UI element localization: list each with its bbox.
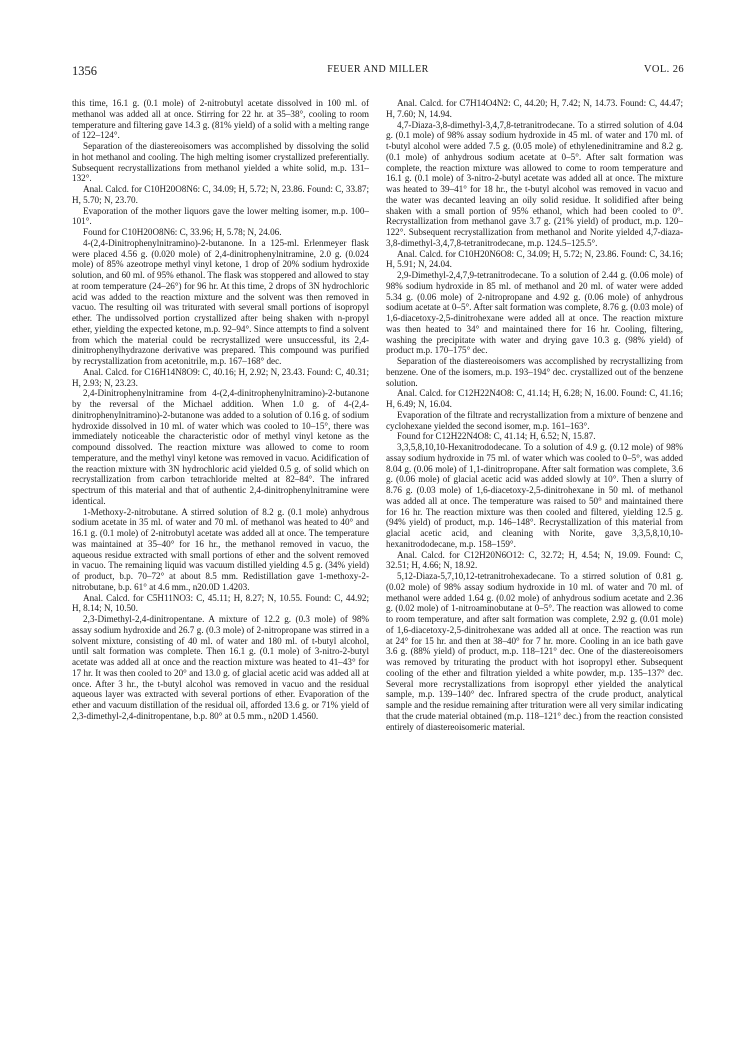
paragraph: Evaporation of the mother liquors gave the lower melting isomer, m.p. 100–101°. — [72, 205, 369, 227]
left-column — [72, 98, 369, 722]
paragraph: 4,7-Diaza-3,8-dimethyl-3,4,7,8-tetranitrodecane. To a stirred solution of 4.04 g. (0.1 mole) of 98% assay sodium hydroxide in 45 ml. of water and 170 ml. of t-butyl alcohol were added 7.5 g. (0.05 mole) of ethylenedinitramine and 8.2 g. (0.1 mole) of anhydrous sodium acetate at 0–5°. After salt formation was complete, the reaction mixture was allowed to come to room temperature and 16.1 g. (0.1 mole) of 3-nitro-2-butyl acetate was added all at once. The mixture was heated to 39–41° for 18 hr., the t-butyl alcohol was removed in vacuo and the water was decanted leaving an oily solid residue. It solidified after being shaken with a small portion of 95% ethanol, which had been cooled to 0°. Recrystallization from methanol gave 3.7 g. (21% yield) of product, m.p. 120–122°. Subsequent recrystallization from methanol and Norite yielded 4,7-diaza-3,8-dimethyl-3,4,7,8-tetranitrodecane, m.p. 124.5–125.5°. — [386, 119, 683, 248]
page-header — [72, 64, 684, 80]
paragraph: 2,3-Dimethyl-2,4-dinitropentane. A mixture of 12.2 g. (0.3 mole) of 98% assay sodium hydroxide and 26.7 g. (0.3 mole) of 2-nitropropane was stirred in a solvent mixture, consisting of 40 ml. of water and 180 ml. of t-butyl alcohol, until salt formation was complete. Then 16.1 g. (0.1 mole) of 3-nitro-2-butyl acetate was added all at once and the reaction mixture was heated to 41–43° for 17 hr. It was then cooled to 20° and 13.0 g. of glacial acetic acid was added all at once. After 3 hr., the t-butyl alcohol was removed in vacuo and the residual aqueous layer was extracted with several portions of ether. Evaporation of the ether and vacuum distillation of the residual oil, afforded 13.6 g. or 71% yield of 2,3-dimethyl-2,4-dinitropentane, b.p. 80° at 0.5 mm., n20D 1.4560. — [72, 614, 369, 721]
paragraph: Evaporation of the filtrate and recrystallization from a mixture of benzene and cyclohexane yielded the second isomer, m.p. 161–163°. — [386, 409, 683, 431]
paragraph: this time, 16.1 g. (0.1 mole) of 2-nitrobutyl acetate dissolved in 100 ml. of methanol was added all at once. Stirring for 22 hr. at 35–38°, cooling to room temperature and filtering gave 14.3 g. (81% yield) of a solid with a melting range of 122–124°. — [72, 98, 369, 141]
paragraph: 3,3,5,8,10,10-Hexanitrododecane. To a solution of 4.9 g. (0.12 mole) of 98% assay sodium hydroxide in 75 ml. of water which was cooled to 0–5°, was added 8.04 g. (0.06 mole) of 1,1-dinitropropane. After salt formation was complete, 3.6 g. (0.06 mole) of glacial acetic acid was added slowly at 10°. Then a slurry of 8.76 g. (0.03 mole) of 1,6-diacetoxy-2,5-dinitrohexane in 50 ml. of methanol was added all at once. The temperature was raised to 50° and maintained there for 16 hr. The reaction mixture was then cooled and filtered, yielding 12.5 g. (94% yield) of product, m.p. 146–148°. Recrystallization of this material from glacial acetic acid, and cleaning with Norite, gave 3,3,5,8,10,10-hexanitrododecane, m.p. 158–159°. — [386, 442, 683, 549]
running-head: FEUER AND MILLER — [327, 64, 429, 75]
paragraph: Anal. Calcd. for C10H20O8N6: C, 34.09; H, 5.72; N, 23.86. Found: C, 33.87; H, 5.70; N, 23.70. — [72, 184, 369, 205]
right-column — [386, 98, 683, 732]
paragraph: 5,12-Diaza-5,7,10,12-tetranitrohexadecane. To a stirred solution of 0.81 g. (0.02 mole) of 98% assay sodium hydroxide in 10 ml. of water and 70 ml. of methanol were added 1.64 g. (0.02 mole) of anhydrous sodium acetate and 2.36 g. (0.02 mole) of 1-nitroaminobutane at 0–5°. The reaction was allowed to come to room temperature, and after salt formation was complete, 2.92 g. (0.01 mole) of 1,6-diacetoxy-2,5-dinitrohexane was added all at once. The reaction was run at 24° for 15 hr. and then at 38–40° for 7 hr. more. Cooling in an ice bath gave 3.6 g. (88% yield) of product, m.p. 118–121° dec. One of the diastereoisomers was removed by triturating the product with hot isopropyl ether. Subsequent cooling of the ether and filtration yielded a white powder, m.p. 135–137° dec. Several more recrystallizations from isopropyl ether yielded the analytical sample, m.p. 139–140° dec. Infrared spectra of the crude product, analytical sample and the residue remaining after trituration were all very similar indicating that the crude material obtained (m.p. 118–121° dec.) from the reaction consisted entirely of diastereoisomeric material. — [386, 571, 683, 732]
paragraph: 1-Methoxy-2-nitrobutane. A stirred solution of 8.2 g. (0.1 mole) anhydrous sodium acetate in 35 ml. of water and 70 ml. of methanol was heated to 40° and 16.1 g. (0.1 mole) of 2-nitrobutyl acetate was added all at once. The temperature was maintained at 35–40° for 16 hr., the methanol removed in vacuo, the aqueous residue extracted with small portions of ether and the solvent removed in vacuo. The remaining liquid was vacuum distilled yielding 4.5 g. (34% yield) of product, b.p. 70–72° at about 8.5 mm. Redistillation gave 1-methoxy-2-nitrobutane, b.p. 61° at 4.6 mm., n20.0D 1.4203. — [72, 506, 369, 592]
paragraph: Anal. Calcd. for C16H14N8O9: C, 40.16; H, 2.92; N, 23.43. Found: C, 40.31; H, 2.93; N, 23.23. — [72, 366, 369, 388]
paragraph: 4-(2,4-Dinitrophenylnitramino)-2-butanone. In a 125-ml. Erlenmeyer flask were placed 4.56 g. (0.020 mole) of 2,4-dinitrophenylnitramine, 2.0 g. (0.024 mole) of 85% azeotrope methyl vinyl ketone, 1 drop of 20% sodium hydroxide solution, and 60 ml. of 95% ethanol. The flask was stoppered and allowed to stay at room temperature (24–26°) for 96 hr. At this time, 2 drops of 3N hydrochloric acid was added to the reaction mixture and the solvent was then removed in vacuo. The resulting oil was triturated with several small portions of isopropyl ether. The undissolved portion crystallized after being shaken with n-propyl ether, yielding the expected ketone, m.p. 92–94°. Since attempts to find a solvent from which the material could be recrystallized were unsuccessful, its 2,4-dinitrophenylhydrazone derivative was prepared. This compound was purified by recrystallization from acetonitrile, m.p. 167–168° dec. — [72, 237, 369, 366]
paragraph: Anal. Calcd. for C10H20N6O8: C, 34.09; H, 5.72; N, 23.86. Found: C, 34.16; H, 5.91; N, 24.04. — [386, 248, 683, 270]
paragraph: Anal. Calcd. for C7H14O4N2: C, 44.20; H, 7.42; N, 14.73. Found: C, 44.47; H, 7.60; N, 14.94. — [386, 98, 683, 119]
paragraph: Anal. Calcd. for C12H20N6O12: C, 32.72; H, 4.54; N, 19.09. Found: C, 32.51; H, 4.66; N, 18.92. — [386, 549, 683, 571]
paragraph: 2,9-Dimethyl-2,4,7,9-tetranitrodecane. To a solution of 2.44 g. (0.06 mole) of 98% sodium hydroxide in 85 ml. of methanol and 20 ml. of water were added 5.34 g. (0.06 mole) of 2-nitropropane and 4.92 g. (0.06 mole) of anhydrous sodium acetate at 0–5°. After salt formation was complete, 8.76 g. (0.03 mole) of 1,6-diacetoxy-2,5-dinitrohexane were added all at once. The reaction mixture was then heated to 34° and maintained there for 16 hr. Cooling, filtering, washing the precipitate with water and drying gave 10.3 g. (98% yield) of product m.p. 170–175° dec. — [386, 270, 683, 356]
paragraph: 2,4-Dinitrophenylnitramine from 4-(2,4-dinitrophenylnitramino)-2-butanone by the reversal of the Michael addition. When 1.0 g. of 4-(2,4-dinitrophenylnitramino)-2-butanone was added to a solution of 0.16 g. of sodium hydroxide dissolved in 10 ml. of water which was cooled to 10–15°, there was immediately noticeable the characteristic odor of methyl vinyl ketone as the compound dissolved. The reaction mixture was allowed to come to room temperature, and the methyl vinyl ketone was removed in vacuo. Acidification of the reaction mixture with 3N hydrochloric acid yielded 0.5 g. of solid which on recrystallization from carbon tetrachloride melted at 82–84°. The infrared spectrum of this material and that of authentic 2,4-dinitrophenylnitramine were identical. — [72, 388, 369, 506]
paragraph: Anal. Calcd. for C5H11NO3: C, 45.11; H, 8.27; N, 10.55. Found: C, 44.92; H, 8.14; N, 10.50. — [72, 592, 369, 614]
paragraph: Separation of the diastereoisomers was accomplished by recrystallizing from benzene. One of the isomers, m.p. 193–194° dec. crystallized out of the benzene solution. — [386, 356, 683, 388]
volume-label: VOL. 26 — [643, 64, 684, 75]
paragraph: Anal. Calcd. for C12H22N4O8: C, 41.14; H, 6.28; N, 16.00. Found: C, 41.16; H, 6.49; N, 16.04. — [386, 388, 683, 409]
paragraph: Separation of the diastereoisomers was accomplished by dissolving the solid in hot methanol and cooling. The high melting isomer crystallized preferentially. Subsequent recrystallizations from methanol yielded a white solid, m.p. 131–132°. — [72, 141, 369, 184]
paragraph: Found for C10H20O8N6: C, 33.96; H, 5.78; N, 24.06. — [83, 227, 282, 237]
paragraph: Found for C12H22N4O8: C, 41.14; H, 6.52; N, 15.87. — [397, 431, 596, 442]
page-number: 1356 — [72, 64, 97, 78]
